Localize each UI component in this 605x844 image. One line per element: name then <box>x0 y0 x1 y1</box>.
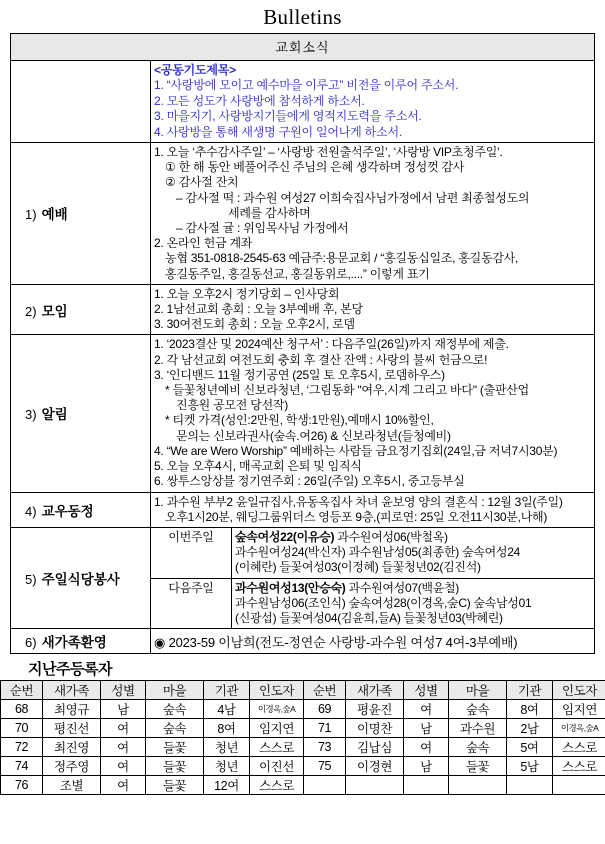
table-cell: 스스로 <box>553 757 605 776</box>
column-header-성별: 성별 <box>101 681 146 700</box>
table-cell: 이명찬 <box>346 719 404 738</box>
section-line: ② 감사절 잔치 <box>165 175 239 190</box>
section-label-예배 <box>11 143 151 285</box>
table-cell: 2남 <box>507 719 553 738</box>
table-cell: 과수원 <box>449 719 507 738</box>
table-cell: 남 <box>101 700 146 719</box>
table-cell: 스스로 <box>250 776 304 795</box>
table-cell <box>346 776 404 795</box>
page-title: Bulletins <box>263 5 342 29</box>
section-number: 5) <box>25 572 37 588</box>
table-cell: 여 <box>101 738 146 757</box>
section-line: 농협 351-0818-2545-63 예금주:용문교회 / “홍길동십일조, 홍길동감사, <box>165 251 519 266</box>
table-cell: 조별 <box>43 776 101 795</box>
section-title: 알림 <box>41 407 68 423</box>
section-number: 2) <box>25 303 37 319</box>
bulletin-section-row <box>11 284 595 335</box>
section-number: 1) <box>25 207 37 223</box>
section-number: 6) <box>25 635 37 651</box>
table-cell: 이경현 <box>346 757 404 776</box>
table-cell: 스스로 <box>250 738 304 757</box>
meal-service-table <box>151 528 594 628</box>
prayer-item-2: 2. 모든 성도가 사랑방에 참석하게 하소서. <box>154 93 365 108</box>
table-cell: 72 <box>1 738 43 757</box>
meal-week-label: 이번주일 <box>151 528 232 578</box>
section-band: 교회소식 <box>11 34 595 61</box>
table-cell: 4남 <box>204 700 250 719</box>
table-cell: 8여 <box>204 719 250 738</box>
section-label-교우동정 <box>11 492 151 527</box>
table-cell: 임지연 <box>553 700 605 719</box>
meal-line: 과수원남성06(조인식) 숲속여성28(이경옥,숲C) 숲속남성01 <box>235 595 532 610</box>
table-cell: 여 <box>404 700 449 719</box>
table-cell: 75 <box>304 757 346 776</box>
column-header-마을: 마을 <box>449 681 507 700</box>
section-line: 문의는 신보라권사(숲속.여26) & 신보라청년(들청예비) <box>176 428 451 443</box>
section-line: – 감사절 떡 : 과수원 여성27 이희숙집사님가정에서 남편 최종철성도의 <box>176 190 530 205</box>
table-cell: 청년 <box>204 738 250 757</box>
table-cell: 남 <box>404 757 449 776</box>
table-row <box>1 700 605 719</box>
table-cell: 73 <box>304 738 346 757</box>
section-title: 교우동정 <box>41 503 94 519</box>
section-line: 1. 오늘 오후2시 정기당회 – 인사당회 <box>154 286 340 301</box>
section-line: 5. 오늘 오후4시, 매곡교회 은퇴 및 임직식 <box>154 459 362 474</box>
section-title: 예배 <box>41 207 68 223</box>
meal-service-body <box>151 527 595 628</box>
prayer-label-spacer <box>11 61 151 143</box>
meal-line: 숲속여성22(이유승) 과수원여성06(박철옥) <box>235 529 448 544</box>
table-cell: 스스로 <box>553 738 605 757</box>
column-header-새가족: 새가족 <box>346 681 404 700</box>
table-cell: 71 <box>304 719 346 738</box>
column-header-인도자: 인도자 <box>250 681 304 700</box>
section-line: 2. 각 남선교회 여전도회 충회 후 결산 잔액 : 사랑의 불씨 헌금으로! <box>154 352 488 367</box>
column-header-인도자: 인도자 <box>553 681 605 700</box>
meal-row <box>151 578 594 628</box>
meal-line: 과수원여성13(안승숙) 과수원여성07(백윤철) <box>235 580 459 595</box>
table-cell: 남 <box>404 719 449 738</box>
table-cell: 숲속 <box>449 700 507 719</box>
section-line: 1. 과수원 부부2 윤일규집사,유동옥집사 차녀 윤보영 양의 결혼식 : 12월 3일(주일) <box>154 494 563 509</box>
bulletin-section-row <box>11 492 595 527</box>
section-title: 주일식당봉사 <box>41 572 120 588</box>
table-cell: 76 <box>1 776 43 795</box>
table-row <box>1 776 605 795</box>
table-cell: 12여 <box>204 776 250 795</box>
column-header-기관: 기관 <box>204 681 250 700</box>
table-cell <box>304 776 346 795</box>
section-line: 홍길동주일, 홍길동선교, 홍길동위로,....” 이렇게 표기 <box>165 266 430 281</box>
section-number: 3) <box>25 407 37 423</box>
section-line: 4. “We are Wero Worship” 예배하는 사람들 금요정기집회(24일,금 저녁7시30분) <box>154 443 558 458</box>
column-header-순번: 순번 <box>1 681 43 700</box>
registrants-title: 지난주등록자 <box>28 661 112 679</box>
section-label-모임 <box>11 284 151 335</box>
table-cell: 이경옥,숲A <box>553 719 605 738</box>
table-cell: 이진선 <box>250 757 304 776</box>
section-label-알림 <box>11 335 151 492</box>
table-cell: 평진선 <box>43 719 101 738</box>
bulletin-table <box>10 33 595 654</box>
column-header-새가족: 새가족 <box>43 681 101 700</box>
prayer-item-3: 3. 마을지기, 사랑방지기들에게 영적지도력을 주소서. <box>154 109 422 124</box>
column-header-기관: 기관 <box>507 681 553 700</box>
table-cell <box>553 776 605 795</box>
column-header-성별: 성별 <box>404 681 449 700</box>
section-body-모임 <box>151 284 595 335</box>
bullet-icon: ◉ <box>154 635 166 651</box>
section-line: 오후1시20분, 웨딩그룹위더스 영등포 9층,(피로연: 25일 오전11시30분,나해) <box>165 509 548 524</box>
table-cell: 최진영 <box>43 738 101 757</box>
section-title: 새가족환영 <box>41 635 107 651</box>
section-line: – 감사절 귤 : 위임목사님 가정에서 <box>176 221 349 236</box>
table-cell: 여 <box>101 719 146 738</box>
meal-line: (신광섭) 들꽃여성04(김윤희,들A) 들꽃청년03(박혜린) <box>235 610 503 625</box>
bulletin-section-row <box>11 335 595 492</box>
section-line: 세례를 감사하며 <box>228 205 311 220</box>
table-cell: 들꽃 <box>146 757 204 776</box>
common-prayer-block <box>151 61 595 143</box>
column-header-순번: 순번 <box>304 681 346 700</box>
new-family-body <box>151 629 595 654</box>
table-cell: 여 <box>101 776 146 795</box>
new-family-row <box>11 629 595 654</box>
section-line: 3. ‘인디밴드 11월 정기공연 (25일 토 오후5시, 로뎀하우스) <box>154 367 445 382</box>
section-line: 3. 30여전도회 총회 : 오늘 오후2시, 로뎀 <box>154 317 355 332</box>
table-cell: 5남 <box>507 757 553 776</box>
table-cell: 여 <box>101 757 146 776</box>
section-number: 4) <box>25 503 37 519</box>
table-cell: 5여 <box>507 738 553 757</box>
table-cell: 69 <box>304 700 346 719</box>
meal-service-row <box>11 527 595 628</box>
section-line: 진흥원 공모전 당선작) <box>176 398 288 413</box>
table-cell: 평윤진 <box>346 700 404 719</box>
table-cell: 들꽃 <box>146 738 204 757</box>
bulletin-section-row <box>11 143 595 285</box>
table-cell: 여 <box>404 738 449 757</box>
meal-volunteers <box>232 528 595 578</box>
table-row <box>1 738 605 757</box>
table-row <box>1 719 605 738</box>
column-header-마을: 마을 <box>146 681 204 700</box>
table-cell: 숲속 <box>449 738 507 757</box>
section-line: 6. 쌍투스앙상블 정기연주회 : 26일(주일) 오후5시, 중고등부실 <box>154 474 465 489</box>
prayer-item-1: 1. “사랑방에 모이고 예수마을 이루고” 비전을 이루어 주소서. <box>154 78 459 93</box>
table-header-row <box>1 681 605 700</box>
prayer-heading: <공동기도제목> <box>154 63 236 77</box>
section-line: 1. 오늘 ‘추수감사주일’ – ‘사랑방 전원출석주일’, ‘사랑방 VIP초청주일’. <box>154 145 503 160</box>
section-line: * 티켓 가격(성인:2만원, 학생:1만원),예매시 10%할인, <box>165 413 434 428</box>
section-title: 모임 <box>41 303 68 319</box>
section-body-알림 <box>151 335 595 492</box>
meal-line: (이혜란) 들꽃여성03(이정혜) 들꽃청년02(김진석) <box>235 560 481 575</box>
section-label-주일식당봉사 <box>11 527 151 628</box>
table-cell: 68 <box>1 700 43 719</box>
table-cell: 들꽃 <box>449 757 507 776</box>
meal-line: 과수원여성24(박신자) 과수원남성05(최종한) 숲속여성24 <box>235 545 520 560</box>
section-line: 2. 온라인 헌금 계좌 <box>154 236 253 251</box>
section-label-새가족환영 <box>11 629 151 654</box>
table-cell: 들꽃 <box>146 776 204 795</box>
table-cell: 74 <box>1 757 43 776</box>
table-row <box>1 757 605 776</box>
meal-lead-volunteer: 과수원여성13(안승숙) <box>235 580 346 595</box>
table-cell: 숲속 <box>146 719 204 738</box>
prayer-item-4: 4. 사랑방을 통해 새생명 구원이 일어나게 하소서. <box>154 124 402 139</box>
meal-lead-volunteer: 숲속여성22(이유승) <box>235 529 335 544</box>
section-line: * 들꽃청년예비 신보라청년, ‘그림동화 "여우,시계 그리고 바다" (출판산업 <box>165 383 529 398</box>
section-body-교우동정 <box>151 492 595 527</box>
table-cell: 최영규 <box>43 700 101 719</box>
table-cell <box>507 776 553 795</box>
section-line: 1. ‘2023결산 및 2024예산 청구서’ : 다음주일(26일)까지 재정부에 제출. <box>154 337 509 352</box>
table-cell: 청년 <box>204 757 250 776</box>
table-cell: 8여 <box>507 700 553 719</box>
section-body-예배 <box>151 143 595 285</box>
meal-week-label: 다음주일 <box>151 578 232 628</box>
section-line: ① 한 해 동안 베풀어주신 주님의 은혜 생각하며 정성껏 감사 <box>165 160 465 175</box>
meal-volunteers <box>232 578 595 628</box>
registrants-table <box>0 680 605 795</box>
meal-row <box>151 528 594 578</box>
table-cell <box>404 776 449 795</box>
table-cell: 임지연 <box>250 719 304 738</box>
table-cell: 김납심 <box>346 738 404 757</box>
table-cell <box>449 776 507 795</box>
new-family-text: 2023-59 이남희(전도-정연순 사랑방-과수원 여성7 4여-3부예배) <box>168 635 518 651</box>
table-cell: 정주영 <box>43 757 101 776</box>
table-cell: 숲속 <box>146 700 204 719</box>
section-line: 2. 1남선교회 총회 : 오늘 3부예배 후, 본당 <box>154 302 363 317</box>
table-cell: 70 <box>1 719 43 738</box>
table-cell: 이경옥,숲A <box>250 700 304 719</box>
